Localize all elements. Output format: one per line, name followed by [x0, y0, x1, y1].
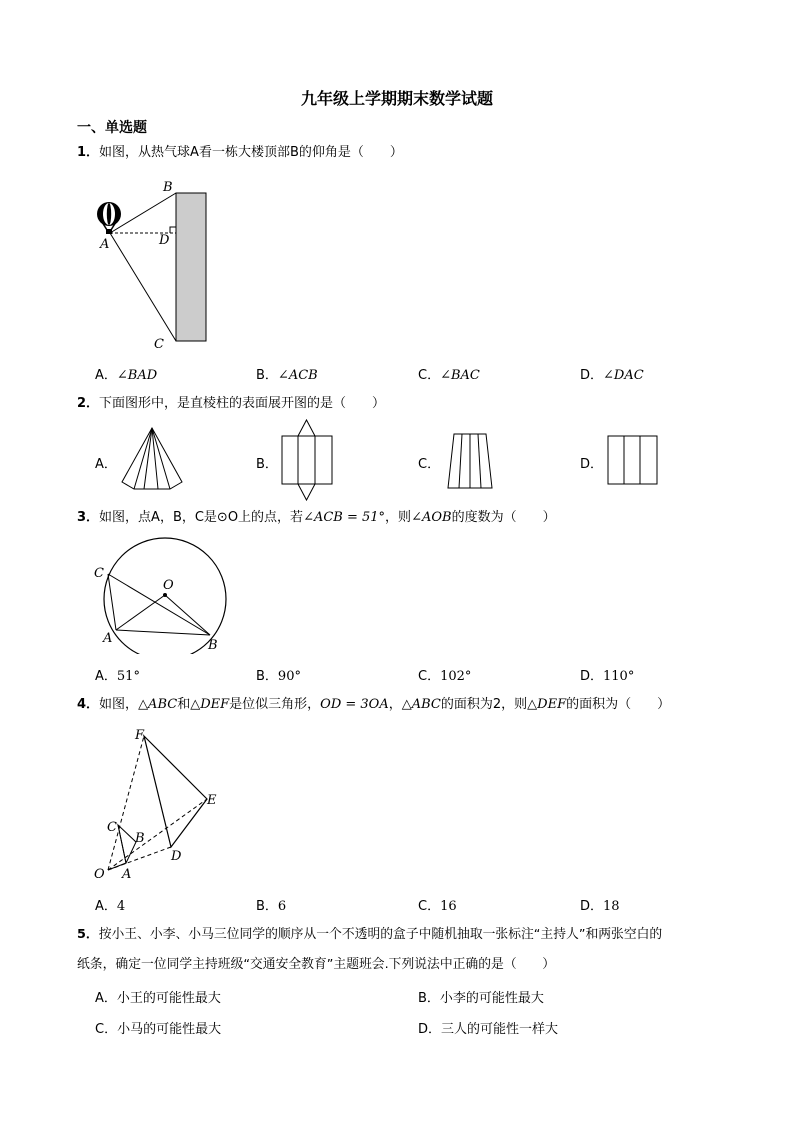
- question-text: 如图，从热气球A看一栋大楼顶部B的仰角是（ ）: [99, 145, 403, 160]
- question-2: [77, 394, 385, 414]
- question-5-line2: 纸条，确定一位同学主持班级“交通安全教育”主题班会.下列说法中正确的是（ ）: [77, 957, 556, 972]
- question-text: 下面图形中，是直棱柱的表面展开图的是（ ）: [99, 396, 386, 411]
- section-heading: 一、单选题: [77, 120, 147, 136]
- question-number: 1．: [77, 145, 100, 160]
- figure-prism-net: [280, 418, 336, 504]
- question-1: [77, 143, 403, 163]
- option-4d[interactable]: D．18: [580, 899, 620, 914]
- option-5b[interactable]: B．小李的可能性最大: [418, 991, 544, 1006]
- label-b: B: [163, 180, 173, 195]
- option-1c[interactable]: C．∠BAC: [418, 368, 480, 383]
- question-number: 3．: [77, 510, 100, 525]
- option-3b[interactable]: B．90°: [256, 669, 301, 684]
- label-a: A: [103, 631, 113, 646]
- question-5: [77, 925, 662, 945]
- label-o: O: [94, 867, 105, 882]
- option-3a[interactable]: A．51°: [95, 669, 140, 684]
- question-3: 3．如图，点A，B，C是⊙O上的点，若∠ACB = 51°，则∠AOB的度数为（ ）: [77, 510, 556, 525]
- option-5d[interactable]: D．三人的可能性一样大: [418, 1022, 559, 1037]
- label-d: D: [159, 233, 170, 248]
- option-4c[interactable]: C．16: [418, 899, 457, 914]
- label-a: A: [122, 867, 132, 882]
- option-3d[interactable]: D．110°: [580, 669, 635, 684]
- label-e: E: [207, 793, 217, 808]
- label-b: B: [135, 831, 145, 846]
- label-d: D: [171, 849, 182, 864]
- label-a: A: [100, 237, 110, 252]
- option-1d[interactable]: D．∠DAC: [580, 368, 644, 383]
- figure-homothety: [88, 722, 228, 884]
- figure-rectangles: [606, 434, 660, 486]
- figure-pyramid-net: [118, 426, 186, 496]
- question-number: 5．: [77, 927, 99, 942]
- option-1a[interactable]: A．∠BAD: [95, 368, 158, 383]
- question-number: 2．: [77, 396, 100, 411]
- label-c: C: [154, 337, 164, 352]
- page-title: 九年级上学期期末数学试题: [300, 89, 493, 108]
- option-1b[interactable]: B．∠ACB: [256, 368, 318, 383]
- question-4: 4．如图，△ABC和△DEF是位似三角形，OD = 3OA，△ABC的面积为2，则△DEF的面积为（ ）: [77, 697, 671, 712]
- label-c: C: [107, 820, 117, 835]
- label-b: B: [208, 638, 218, 653]
- option-2b[interactable]: B．: [256, 457, 278, 472]
- option-4a[interactable]: A．4: [95, 899, 126, 914]
- option-3c[interactable]: C．102°: [418, 669, 472, 684]
- figure-circle: [88, 530, 238, 654]
- label-c: C: [94, 566, 104, 581]
- figure-balloon-building: [90, 176, 220, 354]
- option-2c[interactable]: C．: [418, 457, 441, 472]
- question-number: 4．: [77, 697, 100, 712]
- figure-frustum-net: [440, 430, 500, 492]
- option-2d[interactable]: D．: [580, 457, 604, 472]
- option-2a[interactable]: A．: [95, 457, 117, 472]
- question-text-line1: 按小王、小李、小马三位同学的顺序从一个不透明的盒子中随机抽取一张标注“主持人”和两张空白的: [98, 927, 663, 942]
- option-5a[interactable]: A．小王的可能性最大: [95, 991, 221, 1006]
- label-f: F: [135, 728, 145, 743]
- balloon-icon: [97, 202, 121, 234]
- label-o: O: [163, 578, 174, 593]
- option-5c[interactable]: C．小马的可能性最大: [95, 1022, 222, 1037]
- option-4b[interactable]: B．6: [256, 899, 287, 914]
